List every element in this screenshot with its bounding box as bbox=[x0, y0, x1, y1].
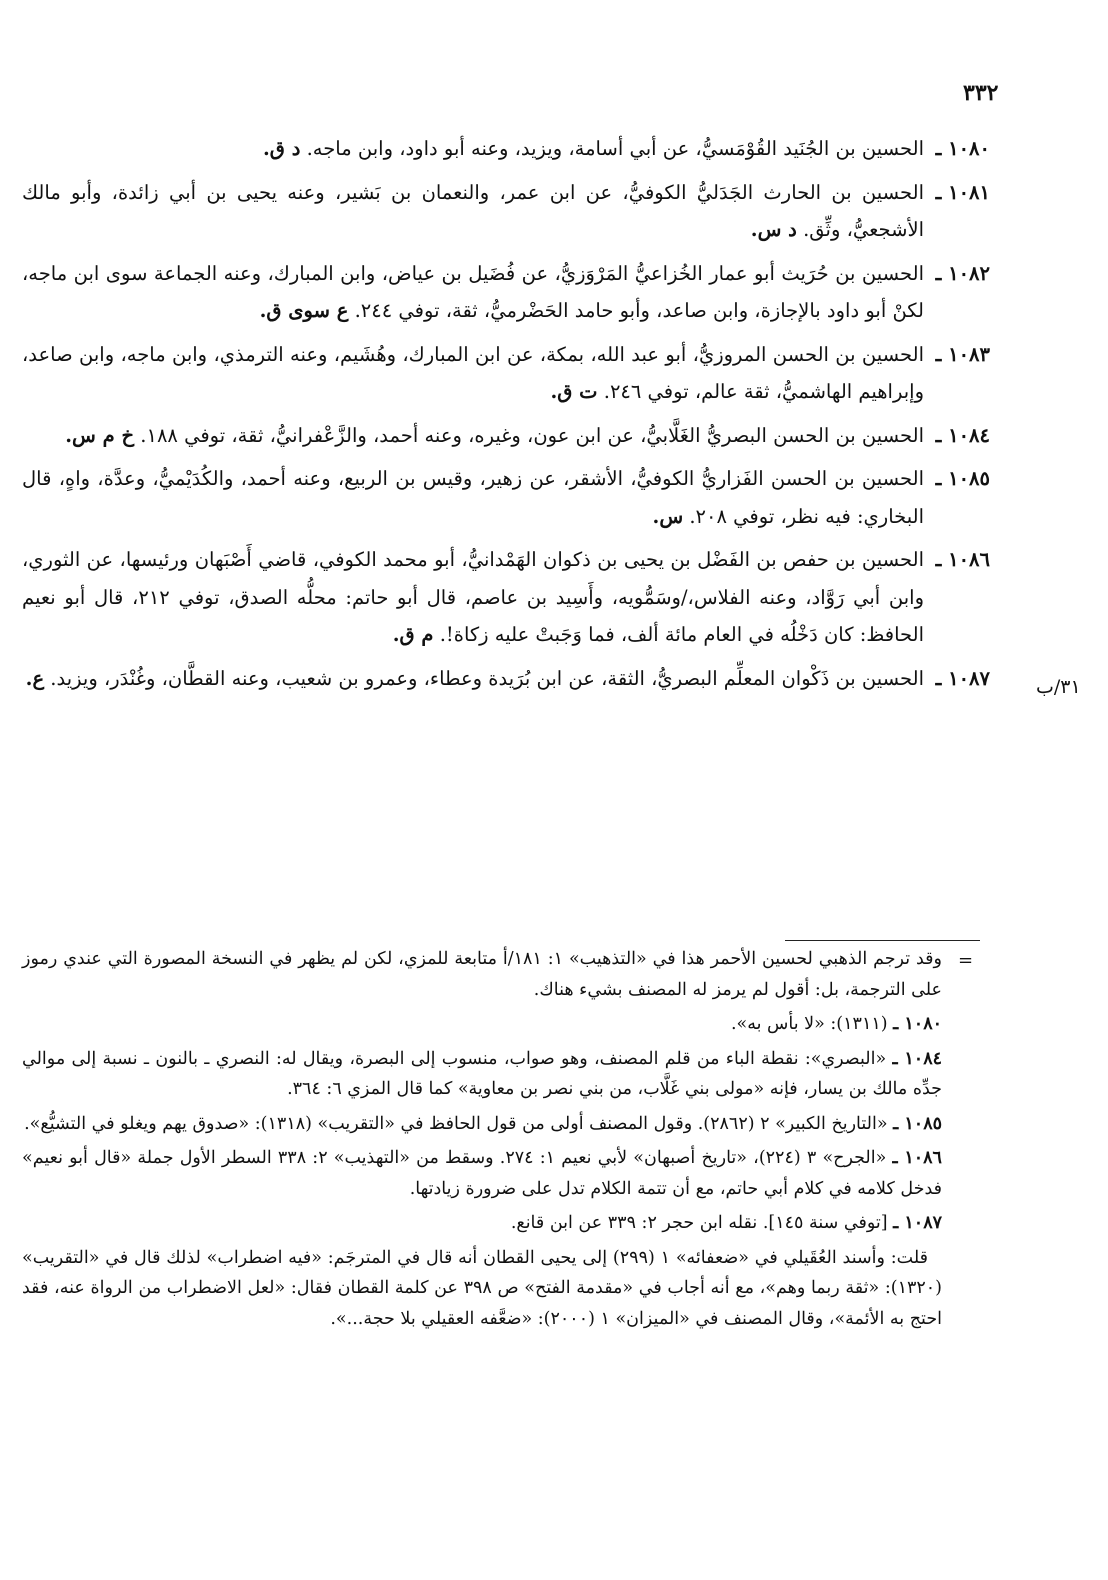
entry-1082 bbox=[22, 255, 990, 330]
entry-text: الحسين بن الجُنَيد القُوْمَسيُّ، عن أبي أسامة، ويزيد، وعنه أبو داود، وابن ماجه. bbox=[306, 137, 924, 160]
footnote-text: قلت: وأسند العُقَيلي في «ضعفائه» ١ (٢٩٩) إلى يحيى القطان أنه قال في المترجَم: «فيه اضطراب» لذلك قال في «التقريب» (١٣٢٠): «ثقة ربما وهم»، مع أنه أجاب في «مقدمة الفتح» ص ٣٩٨ عن كلمة القطان فقال: «لعل الاضطراب من الرواة عنه، فقد احتج به الأئمة»، وقال المصنف في «الميزان» ١ (٢٠٠٠): «ضعَّفه العقيلي بلا حجة...». bbox=[22, 1247, 942, 1329]
footnotes bbox=[22, 944, 942, 1338]
entry-number: ١٠٨٢ ـ bbox=[935, 261, 990, 285]
footnote-continue-mark: = bbox=[958, 950, 974, 971]
footnote-number: ١٠٨٥ ـ bbox=[893, 1113, 942, 1134]
entry-codes: ع. bbox=[25, 666, 45, 690]
footnote-1087 bbox=[22, 1208, 942, 1239]
entry-text: الحسين بن حُرَيث أبو عمار الخُزاعيُّ المَرْوَزيُّ، عن فُضَيل بن عياض، وابن المبارك، وعنه الجماعة سوى ابن ماجه، لكنْ أبو داود بالإجازة، وابن صاعد، وأبو حامد الحَضْرميُّ، ثقة، توفي ٢٤٤. bbox=[22, 261, 924, 322]
manuscript-folio-reference: ٣١/ب bbox=[1036, 676, 1081, 698]
entry-codes: ت ق. bbox=[550, 380, 598, 403]
entry-1086 bbox=[22, 541, 990, 654]
entry-codes: خ م س. bbox=[65, 423, 135, 447]
entry-text: الحسين بن حفص بن الفَضْل بن يحيى بن ذكوان الهَمْدانيُّ، أبو محمد الكوفي، قاضي أَصْبَهان ورئيسها، عن الثوري، وابن أبي رَوَّاد، وعنه الفلاس،/وسَمُّويه، وأَسِيد بن عاصم، قال أبو حاتم: محلُّه الصدق، توفي ٢١٢، قال أبو نعيم الحافظ: كان دَخْلُه في العام مائة ألف، فما وَجَبتْ عليه زكاة!. bbox=[22, 548, 924, 646]
entry-text: الحسين بن الحسن المروزيُّ، أبو عبد الله، بمكة، عن ابن المبارك، وهُشَيم، وعنه الترمذي، وابن ماجه، وابن صاعد، وإبراهيم الهاشميُّ، ثقة عالم، توفي ٢٤٦. bbox=[22, 342, 924, 403]
footnote-number: ١٠٨٠ ـ bbox=[893, 1014, 942, 1034]
footnote-remark bbox=[22, 1243, 942, 1335]
entry-number: ١٠٨٠ ـ bbox=[935, 137, 990, 160]
entry-number: ١٠٨٤ ـ bbox=[935, 423, 990, 447]
footnote-1084 bbox=[22, 1044, 942, 1105]
footnote-text: (١٣١١): «لا بأس به». bbox=[730, 1014, 888, 1034]
footnote-text: «الجرح» ٣ (٢٢٤)، «تاريخ أصبهان» لأبي نعيم ١: ٢٧٤. وسقط من «التهذيب» ٢: ٣٣٨ السطر الأول جملة «قال أبو نعيم» فدخل كلامه في كلام أبي حاتم، مع أن تتمة الكلام تدل على ضرورة زيادتها. bbox=[22, 1148, 942, 1199]
entry-text: الحسين بن الحارث الجَدَليُّ الكوفيُّ، عن ابن عمر، والنعمان بن بَشير، وعنه يحيى بن أبي زائدة، وأبو مالك الأشجعيُّ، وثِّق. bbox=[22, 180, 924, 241]
entry-1084 bbox=[22, 417, 990, 455]
footnote-continuation bbox=[22, 944, 942, 1005]
entry-1081 bbox=[22, 174, 990, 249]
entry-codes: د س. bbox=[750, 218, 797, 241]
footnote-number: ١٠٨٤ ـ bbox=[892, 1048, 942, 1069]
footnote-divider bbox=[785, 940, 980, 941]
entry-codes: د ق. bbox=[262, 137, 301, 160]
footnote-1080 bbox=[22, 1009, 942, 1040]
entry-1087 bbox=[22, 660, 990, 698]
entry-number: ١٠٨١ ـ bbox=[935, 180, 990, 204]
footnote-number: ١٠٨٧ ـ bbox=[893, 1213, 942, 1233]
footnote-number: ١٠٨٦ ـ bbox=[892, 1148, 942, 1168]
biographical-entries bbox=[22, 130, 990, 703]
entry-number: ١٠٨٣ ـ bbox=[935, 342, 990, 366]
entry-text: الحسين بن ذَكْوان المعلِّم البصريُّ، الثقة، عن ابن بُرَيدة وعطاء، وعمرو بن شعيب، وعنه القطَّان، وغُنْدَر، ويزيد. bbox=[50, 666, 924, 690]
entry-1085 bbox=[22, 460, 990, 535]
entry-1080 bbox=[22, 130, 990, 168]
entry-number: ١٠٨٦ ـ bbox=[935, 548, 990, 571]
entry-text: الحسين بن الحسن الفَزاريُّ الكوفيُّ، الأشقر، عن زهير، وقيس بن الربيع، وعنه أحمد، والكُدَيْميُّ، وعدَّة، واهٍ، قال البخاري: فيه نظر، توفي ٢٠٨. bbox=[22, 467, 924, 528]
footnote-1086 bbox=[22, 1143, 942, 1204]
entry-number: ١٠٨٥ ـ bbox=[935, 467, 990, 490]
footnote-1085 bbox=[22, 1109, 942, 1140]
footnote-text: وقد ترجم الذهبي لحسين الأحمر هذا في «التذهيب» ١: ١٨١/أ متابعة للمزي، لكن لم يظهر في النسخة المصورة التي عندي رموز على الترجمة، بل: أقول لم يرمز له المصنف بشيء هناك. bbox=[22, 949, 942, 1000]
footnote-text: «التاريخ الكبير» ٢ (٢٨٦٢). وقول المصنف أولى من قول الحافظ في «التقريب» (١٣١٨): «صدوق يهم ويغلو في التشيُّع». bbox=[24, 1113, 888, 1134]
entry-number: ١٠٨٧ ـ bbox=[935, 666, 990, 690]
entry-text: الحسين بن الحسن البصريُّ الغَلَّابيُّ، عن ابن عون، وغيره، وعنه أحمد، والزَّعْفرانيُّ، ثقة، توفي ١٨٨. bbox=[140, 423, 924, 447]
entry-codes: ع سوى ق. bbox=[259, 299, 349, 322]
entry-codes: م ق. bbox=[392, 623, 434, 646]
entry-1083 bbox=[22, 336, 990, 411]
footnote-text: «البصري»: نقطة الباء من قلم المصنف، وهو صواب، منسوب إلى البصرة، ويقال له: النصري ـ بالنون ـ نسبة إلى موالي جدِّه مالك بن يسار، فإنه «مولى بني غَلَّاب، من بني نصر بن معاوية» كما قال المزي ٦: ٣٦٤. bbox=[22, 1048, 942, 1099]
footnote-text: [توفي سنة ١٤٥]. نقله ابن حجر ٢: ٣٣٩ عن ابن قانع. bbox=[510, 1213, 888, 1233]
entry-codes: س. bbox=[652, 504, 684, 528]
page-number: ٣٣٢ bbox=[963, 80, 999, 106]
